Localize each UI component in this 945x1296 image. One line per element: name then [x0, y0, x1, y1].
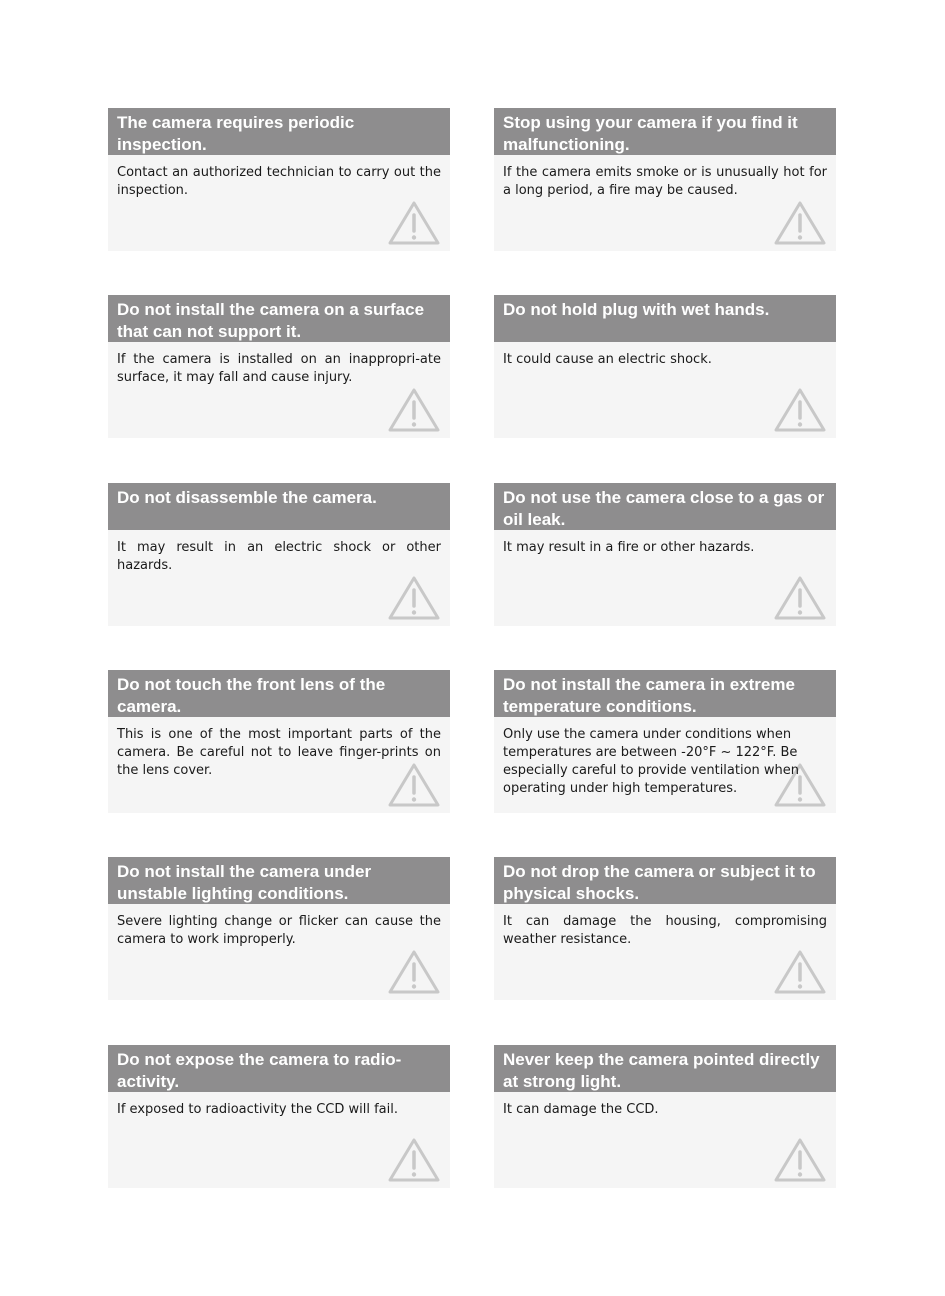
warning-triangle-icon — [773, 575, 827, 621]
card-body: Only use the camera under conditions when temperatures are between -20°F ~ 122°F. Be especially careful to provide ventilation when operating under high temperatures. — [503, 727, 800, 796]
warning-triangle-icon — [387, 387, 441, 433]
card-body: It could cause an electric shock. — [503, 352, 712, 367]
card-title: Do not drop the camera or subject it to physical shocks. — [494, 857, 836, 904]
card-title: Do not disassemble the camera. — [108, 483, 450, 530]
card-title: Do not install the camera in extreme temperature conditions. — [494, 670, 836, 717]
warning-card — [108, 108, 450, 251]
card-title: Never keep the camera pointed directly at strong light. — [494, 1045, 836, 1092]
card-title: Do not expose the camera to radio-activity. — [108, 1045, 450, 1092]
warning-triangle-icon — [773, 200, 827, 246]
warning-card — [108, 857, 450, 1000]
card-body: Contact an authorized technician to carry out the inspection. — [117, 165, 441, 198]
card-title: Do not use the camera close to a gas or oil leak. — [494, 483, 836, 530]
card-title: Do not touch the front lens of the camera. — [108, 670, 450, 717]
warning-triangle-icon — [387, 1137, 441, 1183]
card-title: Stop using your camera if you find it malfunctioning. — [494, 108, 836, 155]
card-body: If the camera emits smoke or is unusually hot for a long period, a fire may be caused. — [503, 165, 827, 198]
card-body: It can damage the housing, compromising weather resistance. — [503, 914, 827, 947]
card-body: If exposed to radioactivity the CCD will fail. — [117, 1102, 398, 1117]
warning-triangle-icon — [773, 949, 827, 995]
card-body: This is one of the most important parts of the camera. Be careful not to leave finger-prints on the lens cover. — [117, 727, 441, 778]
warning-card — [494, 295, 836, 438]
card-title: Do not install the camera under unstable lighting conditions. — [108, 857, 450, 904]
warning-triangle-icon — [773, 387, 827, 433]
warning-triangle-icon — [387, 949, 441, 995]
warning-card — [494, 108, 836, 251]
warning-card — [108, 483, 450, 626]
card-body: It may result in a fire or other hazards. — [503, 540, 755, 555]
warning-card — [108, 670, 450, 813]
warning-card — [494, 1045, 836, 1188]
warning-triangle-icon — [387, 575, 441, 621]
card-title: Do not install the camera on a surface that can not support it. — [108, 295, 450, 342]
card-body: If the camera is installed on an inappropri-ate surface, it may fall and cause injury. — [117, 352, 441, 385]
card-title: The camera requires periodic inspection. — [108, 108, 450, 155]
warning-card — [494, 483, 836, 626]
warning-triangle-icon — [773, 1137, 827, 1183]
warning-card — [494, 670, 836, 813]
warning-card — [108, 1045, 450, 1188]
card-title: Do not hold plug with wet hands. — [494, 295, 836, 342]
warning-triangle-icon — [387, 200, 441, 246]
card-body: Severe lighting change or flicker can cause the camera to work improperly. — [117, 914, 441, 947]
card-body: It can damage the CCD. — [503, 1102, 659, 1117]
warning-card — [108, 295, 450, 438]
card-body: It may result in an electric shock or other hazards. — [117, 540, 441, 573]
warning-card — [494, 857, 836, 1000]
